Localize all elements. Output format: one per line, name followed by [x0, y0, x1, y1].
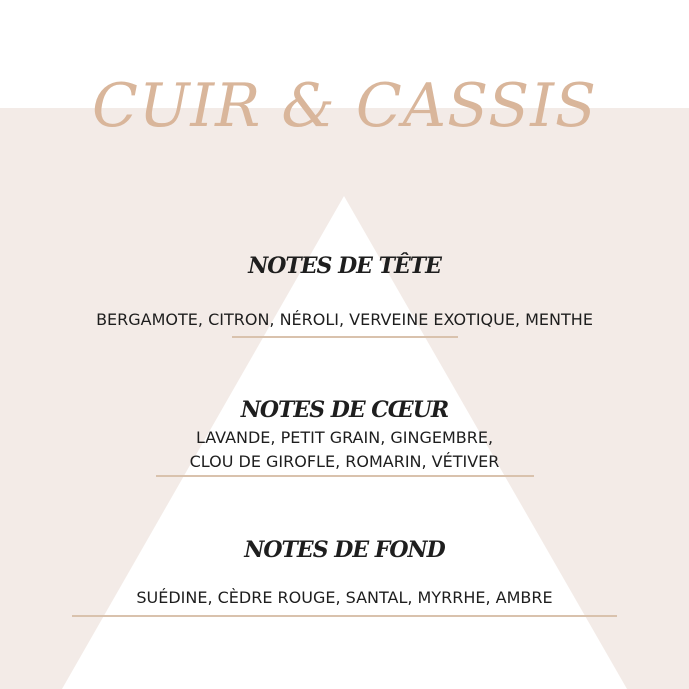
heart-notes-list-line-1: LAVANDE, PETIT GRAIN, GINGEMBRE, — [195, 428, 494, 447]
base-notes-list: SUÉDINE, CÈDRE ROUGE, SANTAL, MYRRHE, AMBRE — [136, 588, 553, 607]
page-title: CUIR & CASSIS — [91, 71, 598, 141]
heart-notes-divider — [156, 475, 534, 477]
heart-notes-list-line-2: CLOU DE GIROFLE, ROMARIN, VÉTIVER — [189, 452, 500, 471]
base-notes-divider — [72, 615, 617, 617]
heart-notes-heading: NOTES DE CŒUR — [240, 397, 449, 423]
top-notes-heading: NOTES DE TÊTE — [248, 253, 441, 279]
base-notes-heading: NOTES DE FOND — [244, 537, 445, 563]
top-notes-list: BERGAMOTE, CITRON, NÉROLI, VERVEINE EXOTIQUE, MENTHE — [96, 310, 593, 329]
top-notes-divider — [232, 336, 458, 338]
